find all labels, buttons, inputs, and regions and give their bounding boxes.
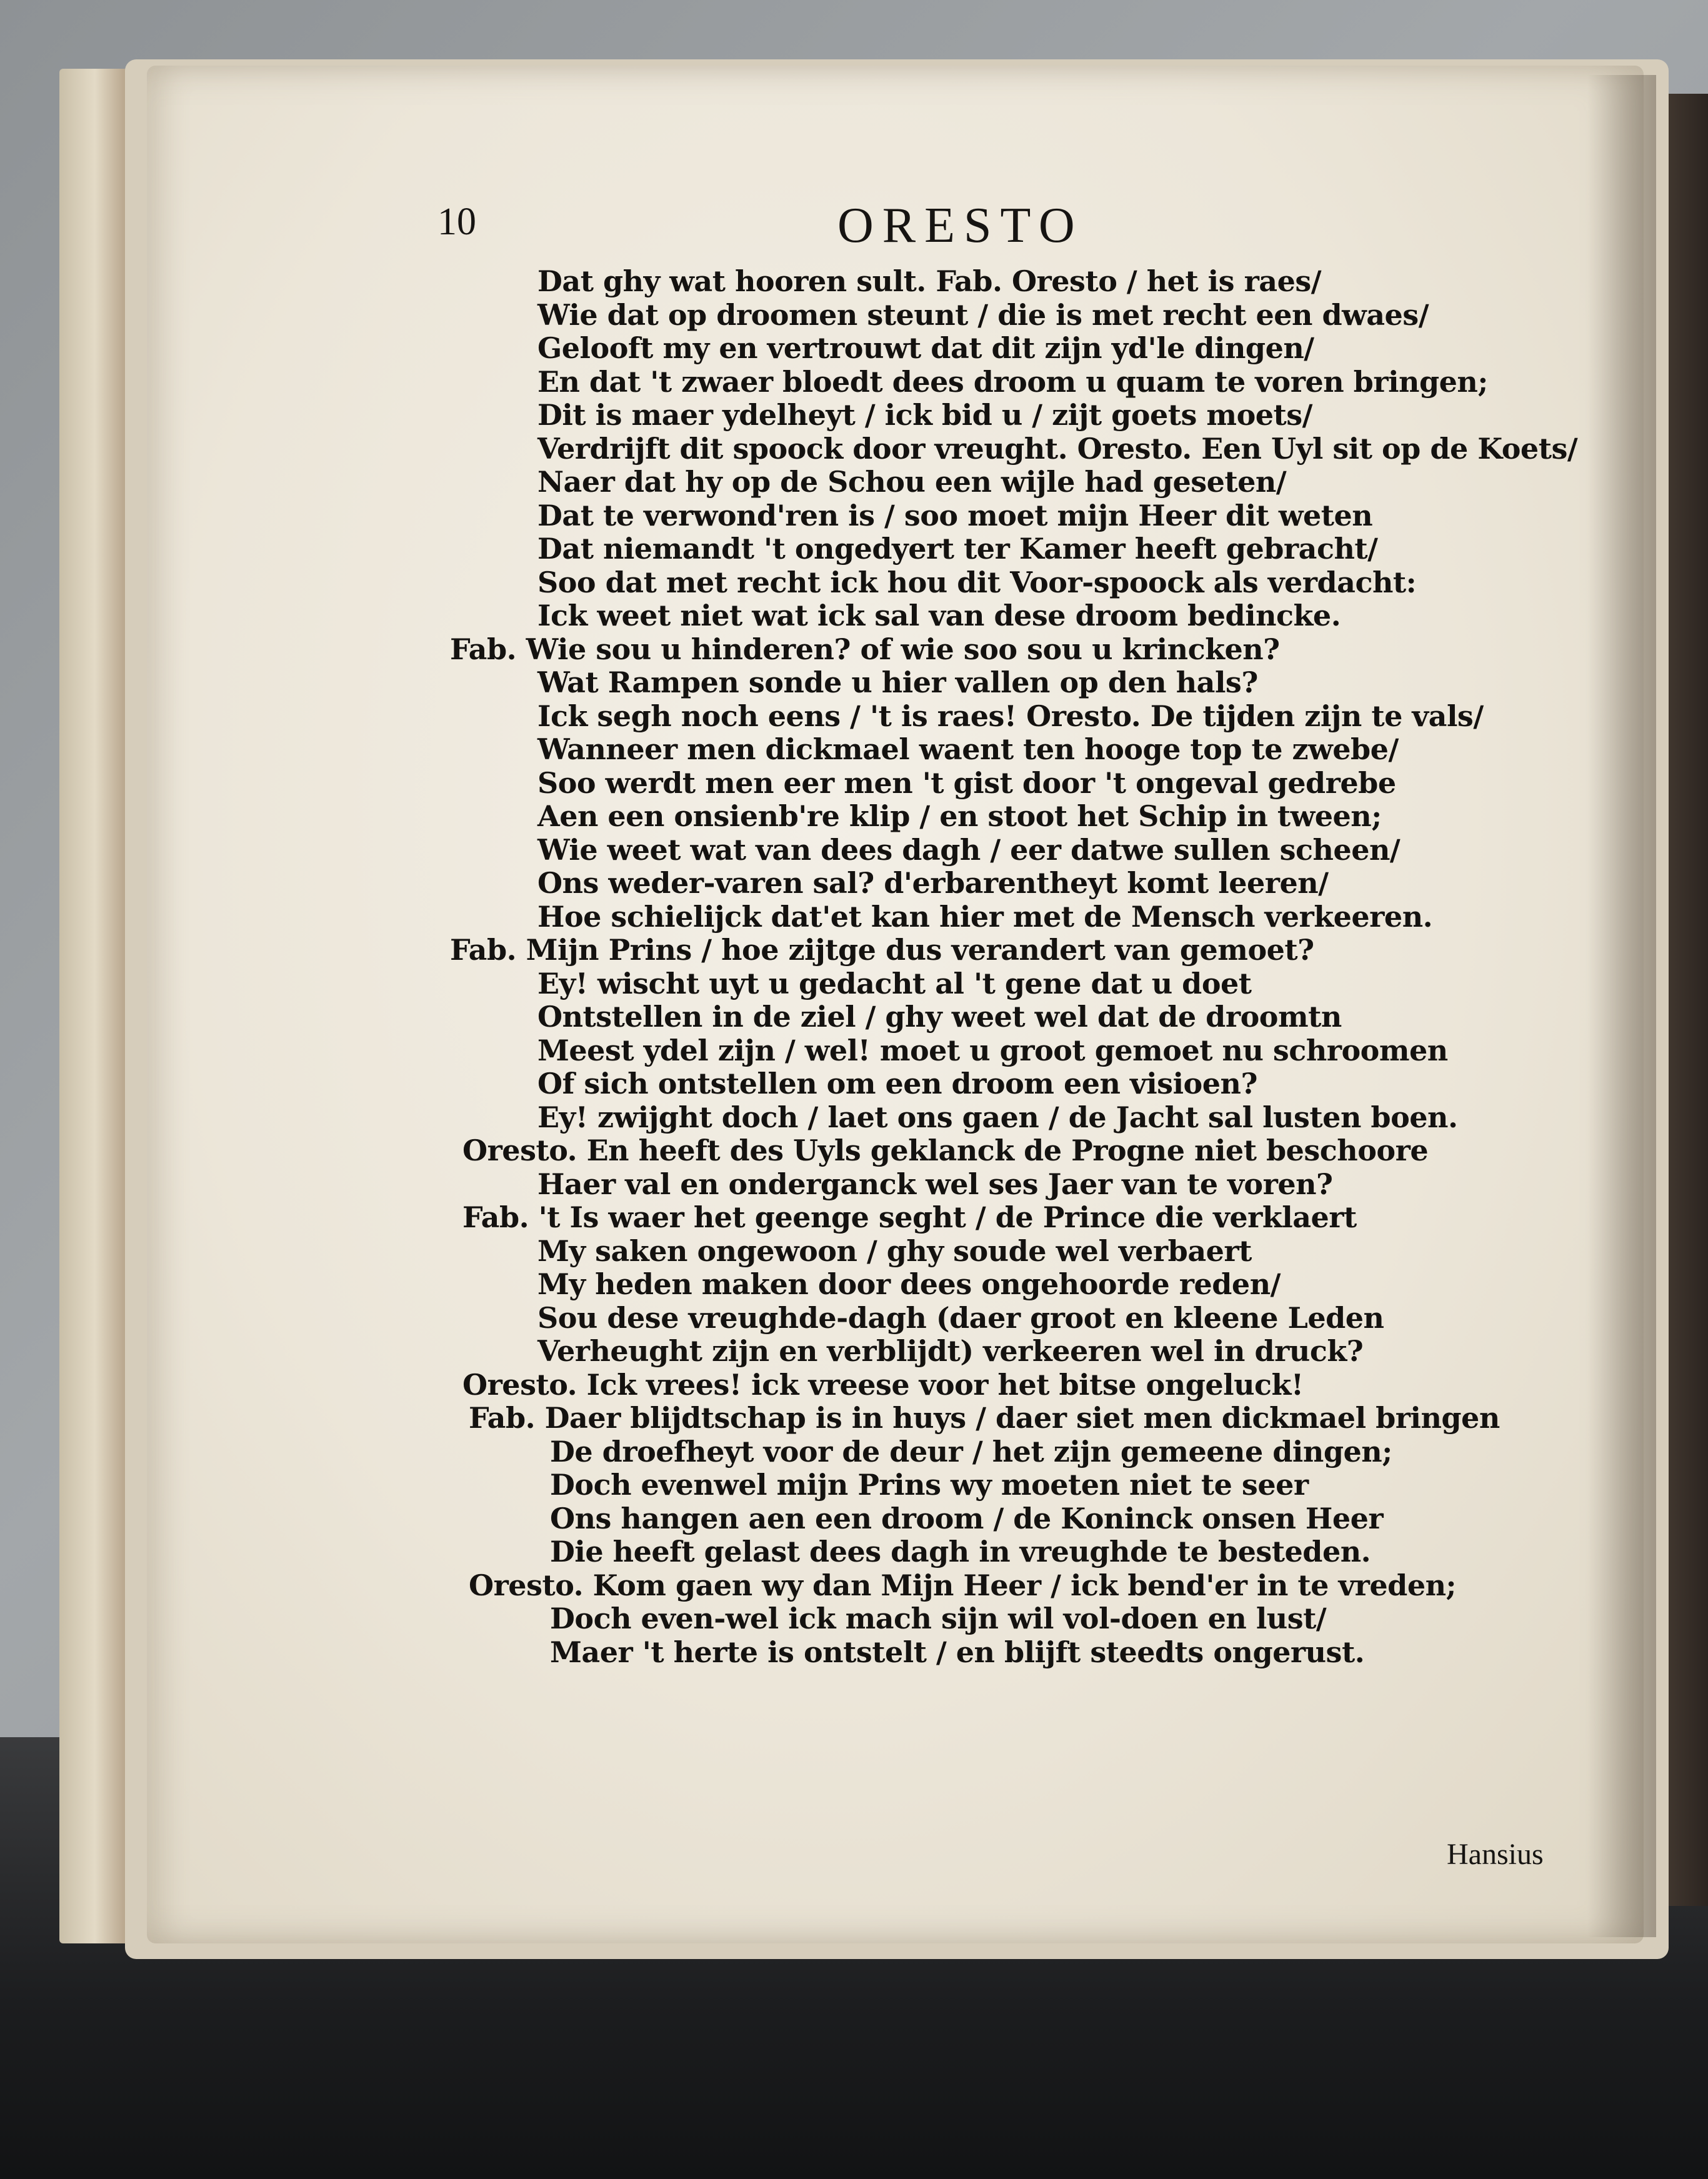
- page-title: ORESTO: [837, 198, 1084, 253]
- verse-line: My saken ongewoon / ghy soude wel verbaert: [537, 1234, 1252, 1268]
- verse-line: Ey! wischt uyt u gedacht al 't gene dat u doet: [537, 966, 1252, 1000]
- verse-line-speaker: Oresto. Kom gaen wy dan Mijn Heer / ick bend'er in te vreden;: [469, 1568, 1457, 1602]
- verse-line: Dat ghy wat hooren sult. Fab. Oresto / het is raes/: [537, 264, 1322, 298]
- verse-line-speaker: Fab. Daer blijdtschap is in huys / daer siet men dickmael bringen: [469, 1401, 1500, 1435]
- verse-line: Soo dat met recht ick hou dit Voor-spoock als verdacht:: [537, 565, 1417, 599]
- verse-line: En dat 't zwaer bloedt dees droom u quam te voren bringen;: [537, 364, 1488, 399]
- verse-line: My heden maken door dees ongehoorde reden/: [537, 1267, 1281, 1301]
- verse-line: Gelooft my en vertrouwt dat dit zijn yd'le dingen/: [537, 331, 1314, 365]
- verse-line-speaker: Oresto. Ick vrees! ick vreese voor het bitse ongeluck!: [462, 1367, 1304, 1402]
- verse-line: Wie weet wat van dees dagh / eer datwe sullen scheen/: [537, 832, 1401, 867]
- verse-line-speaker: Oresto. En heeft des Uyls geklanck de Progne niet beschoore: [462, 1134, 1429, 1167]
- verse-line: Haer val en onderganck wel ses Jaer van te voren?: [537, 1167, 1333, 1201]
- verse-line: Soo werdt men eer men 't gist door 't ongeval gedrebe: [537, 765, 1396, 800]
- verse-line: Wanneer men dickmael waent ten hooge top te zwebe/: [537, 732, 1399, 766]
- verse-line-speaker: Fab. 't Is waer het geenge seght / de Prince die verklaert: [462, 1200, 1357, 1234]
- verse-line: Dat niemandt 't ongedyert ter Kamer heeft gebracht/: [537, 532, 1378, 566]
- catchword: Hansius: [1447, 1838, 1544, 1871]
- verse-line: Wat Rampen sonde u hier vallen op den hals?: [537, 666, 1258, 699]
- verse-line: Wie dat op droomen steunt / die is met recht een dwaes/: [537, 297, 1429, 332]
- verse-line: Ontstellen in de ziel / ghy weet wel dat de droomtn: [537, 1000, 1342, 1034]
- verse-line: Die heeft gelast dees dagh in vreughde te besteden.: [550, 1535, 1371, 1568]
- verse-line-speaker: Fab. Mijn Prins / hoe zijtge dus verandert van gemoet?: [450, 933, 1314, 967]
- verse-line: Dat te verwond'ren is / soo moet mijn Heer dit weten: [537, 498, 1373, 532]
- verse-line: Doch even-wel ick mach sijn wil vol-doen en lust/: [550, 1602, 1327, 1635]
- verse-line: Verheught zijn en verblijdt) verkeeren wel in druck?: [537, 1334, 1364, 1368]
- verse-line: Ick segh noch eens / 't is raes! Oresto. De tijden zijn te vals/: [537, 699, 1484, 733]
- running-head: [437, 200, 1637, 256]
- verse-line: Sou dese vreughde-dagh (daer groot en kleene Leden: [537, 1300, 1384, 1335]
- verse-line: Dit is maer ydelheyt / ick bid u / zijt goets moets/: [537, 398, 1312, 432]
- verse-line: Ons weder-varen sal? d'erbarentheyt komt leeren/: [537, 866, 1329, 900]
- verse-line: De droefheyt voor de deur / het zijn gemeene dingen;: [550, 1434, 1392, 1468]
- verse-line: Ey! zwijght doch / laet ons gaen / de Jacht sal lusten boen.: [537, 1100, 1458, 1134]
- verse-line: Naer dat hy op de Schou een wijle had geseten/: [537, 465, 1287, 499]
- page-number: 10: [437, 201, 476, 243]
- verse-line: Hoe schielijck dat'et kan hier met de Mensch verkeeren.: [537, 899, 1433, 934]
- verse-line: Aen een onsienb're klip / en stoot het Schip in tween;: [537, 799, 1382, 833]
- verse-text-block: [450, 265, 1637, 1669]
- verse-line: Doch evenwel mijn Prins wy moeten niet te seer: [550, 1468, 1309, 1502]
- verse-line: Ick weet niet wat ick sal van dese droom bedincke.: [537, 599, 1341, 632]
- verse-line: Of sich ontstellen om een droom een visioen?: [537, 1067, 1257, 1100]
- verse-line: Ons hangen aen een droom / de Koninck onsen Heer: [550, 1501, 1384, 1535]
- verse-line: Maer 't herte is ontstelt / en blijft steedts ongerust.: [550, 1635, 1365, 1669]
- verse-line-speaker: Fab. Wie sou u hinderen? of wie soo sou u krincken?: [450, 632, 1280, 666]
- verse-line: Verdrijft dit spoock door vreught. Oresto. Een Uyl sit op de Koets/: [537, 431, 1578, 466]
- verse-line: Meest ydel zijn / wel! moet u groot gemoet nu schroomen: [537, 1033, 1448, 1067]
